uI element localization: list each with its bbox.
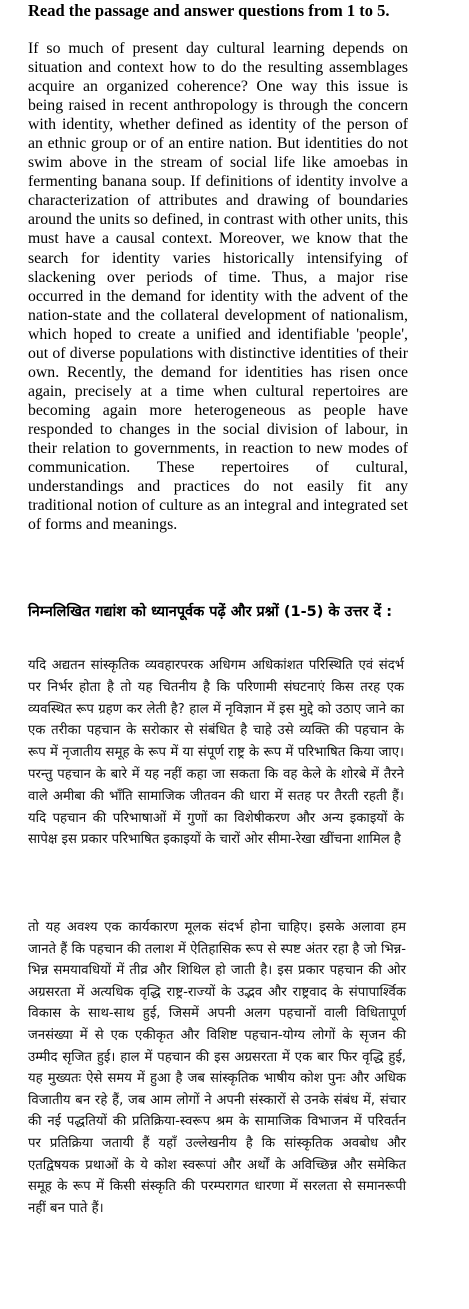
hindi-passage-part-2: तो यह अवश्य एक कार्यकारण मूलक संदर्भ होना चाहिए। इसके अलावा हम जानते हैं कि पहचान की तलाश में ऐतिहासिक रूप से स्पष्ट अंतर रहा है जो भिन्न-भिन्न समयावधियों में तीव्र और शिथिल हो जाती है। इस प्रकार पहचान की ओर अग्रसरता में अत्यधिक वृद्धि राष्ट्र-राज्यों के उद्भव और राष्ट्रवाद के संपापार्श्विक विकास के साथ-साथ हुई, जिसमें अपनी अलग पहचानों वाली विधितापूर्ण जनसंख्या में से एक एकीकृत और विशिष्ट पहचान-योग्य लोगों के सृजन की उम्मीद सृजित हुई। हाल में पहचान की इस अग्रसरता में एक बार फिर वृद्धि हुई, यह मुख्यतः ऐसे समय में हुआ है जब सांस्कृतिक भाषीय कोश पुनः और अधिक विजातीय बन रहे हैं, जब आम लोगों ने अपनी संस्कारों से उनके संबंध में, संचार की नई पद्धतियों की प्रतिक्रिया-स्वरूप श्रम के सामाजिक विभाजन में परिवर्तन पर प्रतिक्रिया जतायी हैं यहाँ उल्लेखनीय है कि सांस्कृतिक अवबोध और एतद्विषयक प्रथाओं के ये कोश स्वरूपां और अर्थों के अविच्छिन्न और समेकित समूह के रूप में किसी संस्कृति की परम्परागत धारणा में सरलता से समानरूपी नहीं बन पाते हैं। (28, 920, 406, 1216)
hindi-instruction-heading: निम्नलिखित गद्यांश को ध्यानपूर्वक पढ़ें और प्रश्नों (1-5) के उत्तर दें : (28, 604, 393, 620)
english-passage: If so much of present day cultural learning depends on situation and context how to do the resulting assemblages acquire an organized coherence? One way this issue is being raised in recent anthropology is through the concern with identity, whether defined as identity of the person of an ethnic group or of an entire nation. But identities do not swim above in the stream of social life like amoebas in fermenting banana soup. If definitions of identity involve a characterization of attributes and drawing of boundaries around the units so defined, in contrast with other units, this must have a causal context. Moreover, we know that the search for identity varies historically intensifying of slackening over periods of time. Thus, a major rise occurred in the demand for identity with the advent of the nation-state and the collateral development of nationalism, which hoped to create a unified and identifiable 'people', out of diverse populations with distinctive identities of their own. Recently, the demand for identities has risen once again, precisely at a time when cultural repertoires are becoming again more heterogeneous as people have responded to changes in the social division of labour, in their relation to governments, in reaction to new modes of communication. These repertoires of cultural, understandings and practices do not easily fit any traditional notion of culture as an integral and integrated set of forms and meanings. (28, 40, 408, 534)
hindi-passage-part-1: यदि अद्यतन सांस्कृतिक व्यवहारपरक अधिगम अधिकांशत परिस्थिति एवं संदर्भ पर निर्भर होता है तो यह चितनीय है कि परिणामी संघटनाएं किस तरह एक व्यवस्थित रूप ग्रहण कर लेती है? हाल में नृविज्ञान में इस मुद्दे को उठाए जाने का एक तरीका पहचान के सरोकार से संबंधित है चाहे उसे व्यक्ति की पहचान के रूप में नृजातीय समूह के रूप में या संपूर्ण राष्ट्र के रूप में परिभाषित किया जाए। परन्तु पहचान के बारे में यह नहीं कहा जा सकता कि वह केले के शोरबे में तैरने वाले अमीबा की भाँति सामाजिक जीतवन की धारा में सतह पर तैरती रहती हैं। यदि पहचान की परिभाषाओं में गुणों का विशेषीकरण और अन्य इकाइयों के सापेक्ष इस प्रकार परिभाषित इकाइयों के चारों ओर सीमा-रेखा खींचना शामिल है (28, 658, 404, 848)
instruction-heading: Read the passage and answer questions from 1 to 5. (28, 1, 390, 20)
